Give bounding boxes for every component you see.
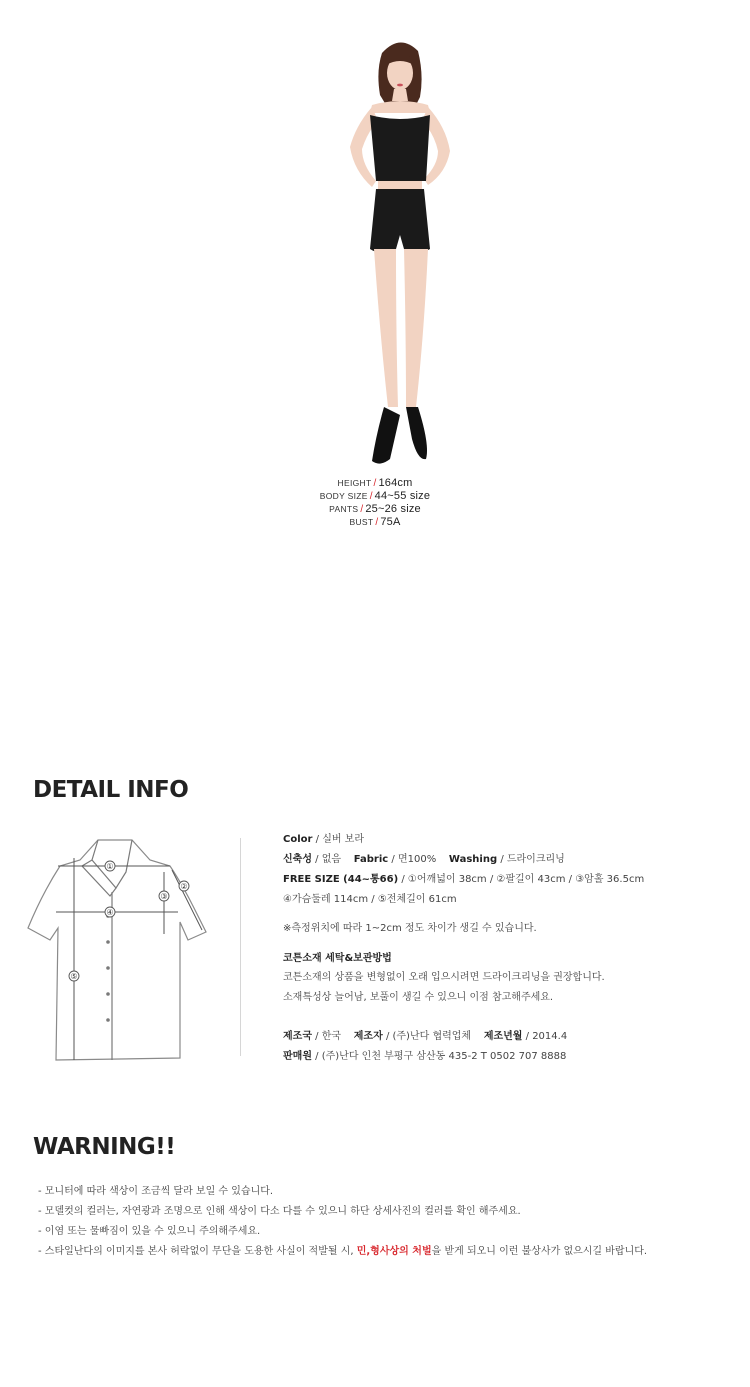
origin-label: 제조국 (283, 1031, 312, 1042)
free-size-row (283, 870, 644, 885)
bust-value: 75A (380, 516, 401, 528)
marker-4-label: ④ (106, 908, 114, 917)
height-separator: / (373, 478, 377, 489)
care-title (283, 949, 392, 964)
care-line-2: 소재특성상 늘어남, 보풀이 생길 수 있으니 이점 참고해주세요. (283, 992, 554, 1003)
marker-3-label: ③ (160, 892, 168, 901)
warning-item-3: - 이염 또는 물빠짐이 있을 수 있으니 주의해주세요. (38, 1226, 261, 1237)
measurement-note: ※측정위치에 따라 1~2cm 정도 차이가 생길 수 있습니다. (283, 923, 537, 934)
origin-row (283, 1027, 567, 1042)
fabric-label: Fabric (353, 854, 389, 865)
free-size-values-2: ④가슴둘레 114cm / ⑤전체길이 61cm (283, 894, 457, 905)
height-value: 164cm (378, 477, 413, 489)
warning-item-2: - 모델컷의 컬러는, 자연광과 조명으로 인해 색상이 다소 다를 수 있으니 하단 상세사진의 컬러를 확인 해주세요. (38, 1206, 521, 1217)
date-value: / 2014.4 (525, 1031, 568, 1042)
warning-item-4-highlight: 민,형사상의 처벌 (356, 1246, 432, 1257)
model-height-row (0, 477, 750, 489)
maker-label: 제조자 (353, 1031, 383, 1042)
free-size-values: / ①어깨넓이 38cm / ②팔길이 43cm / ③암홀 36.5cm (401, 874, 645, 885)
fabric-value: / 면100% (391, 854, 437, 865)
pants-value: 25~26 size (365, 503, 421, 515)
free-size-row-2 (283, 890, 457, 905)
body-size-value: 44~55 size (374, 490, 431, 502)
care-title-text: 코튼소재 세탁&보관방법 (283, 953, 392, 964)
origin-value: / 한국 (315, 1031, 342, 1042)
stretch-fabric-row (283, 850, 565, 865)
maker-value: / (주)난다 협력업체 (385, 1031, 472, 1042)
model-body-row (0, 490, 750, 502)
color-row (283, 830, 364, 845)
marker-5-label: ⑤ (70, 972, 78, 981)
warning-item-4-pre: - 스타일난다의 이미지를 본사 허락없이 무단을 도용한 사실이 적발될 시, (38, 1246, 357, 1257)
color-value: / 실버 보라 (315, 834, 365, 845)
model-photo (320, 35, 480, 475)
model-pants-row (0, 503, 750, 515)
body-size-label: BODY SIZE (319, 491, 368, 501)
washing-value: / 드라이크리닝 (500, 854, 565, 865)
care-line-1: 코튼소재의 상품을 변형없이 오래 입으시려면 드라이크리닝을 권장합니다. (283, 972, 605, 983)
stretch-value: / 없음 (315, 854, 342, 865)
bust-separator: / (375, 517, 379, 528)
height-label: HEIGHT (337, 478, 372, 488)
model-bust-row (0, 516, 750, 528)
body-size-separator: / (369, 491, 373, 502)
detail-info-heading: DETAIL INFO (33, 777, 189, 803)
warning-heading: WARNING!! (33, 1134, 176, 1160)
seller-row (283, 1047, 566, 1062)
free-size-label: FREE SIZE (44~통66) (283, 874, 399, 885)
info-divider (240, 838, 241, 1056)
bust-label: BUST (349, 517, 374, 527)
color-label: Color (283, 834, 313, 845)
pants-separator: / (360, 504, 364, 515)
warning-item-1: - 모니터에 따라 색상이 조금씩 달라 보일 수 있습니다. (38, 1186, 274, 1197)
stretch-label: 신축성 (283, 854, 312, 865)
marker-1-label: ① (106, 862, 114, 871)
seller-label: 판매원 (283, 1051, 312, 1062)
seller-value: / (주)난다 인천 부평구 삼산동 435-2 T 0502 707 8888 (315, 1051, 567, 1062)
warning-item-4 (38, 1242, 647, 1257)
shirt-measurement-diagram (20, 832, 220, 1067)
washing-label: Washing (448, 854, 498, 865)
marker-2-label: ② (180, 882, 188, 891)
warning-item-4-post: 을 받게 되오니 이런 불상사가 없으시길 바랍니다. (431, 1246, 648, 1257)
date-label: 제조년월 (483, 1031, 523, 1042)
pants-label: PANTS (329, 504, 359, 514)
